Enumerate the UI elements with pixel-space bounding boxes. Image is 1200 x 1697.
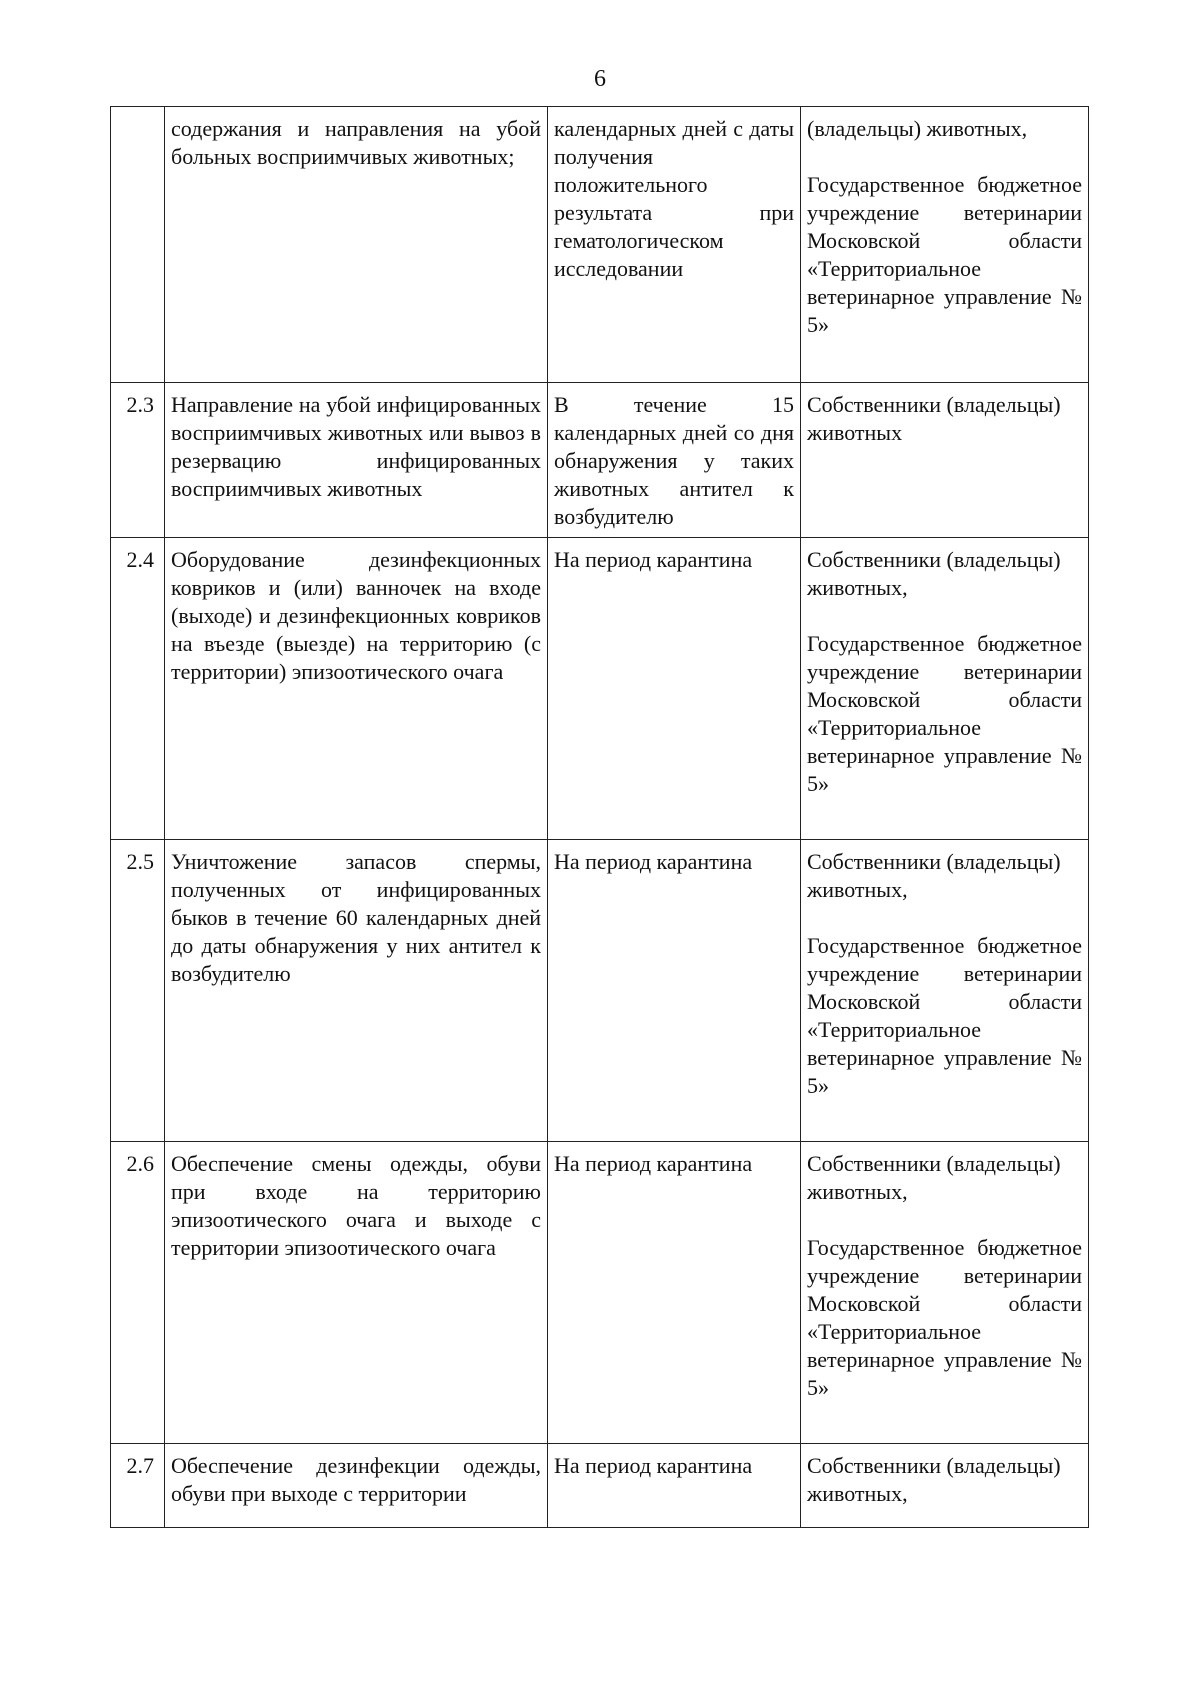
page-number: 6	[594, 66, 606, 92]
term-cell: На период карантина	[548, 840, 801, 1142]
responsible-cell	[801, 1444, 1089, 1528]
measures-table	[110, 106, 1089, 1528]
responsible-institution: Государственное бюджетное учреждение ветеринарии Московской области «Территориальное ветеринарное управление № 5»	[807, 933, 1082, 1098]
row-number: 2.6	[111, 1142, 165, 1444]
row-number: 2.3	[111, 383, 165, 538]
responsible-cell	[801, 538, 1089, 840]
measure-cell: Уничтожение запасов спермы, полученных от инфицированных быков в течение 60 календарных дней до даты обнаружения у них антител к возбудителю	[165, 840, 548, 1142]
row-number: 2.7	[111, 1444, 165, 1528]
responsible-institution: Государственное бюджетное учреждение ветеринарии Московской области «Территориальное ветеринарное управление № 5»	[807, 172, 1082, 337]
responsible-institution: Государственное бюджетное учреждение ветеринарии Московской области «Территориальное ветеринарное управление № 5»	[807, 631, 1082, 796]
responsible-institution: Государственное бюджетное учреждение ветеринарии Московской области «Территориальное ветеринарное управление № 5»	[807, 1235, 1082, 1400]
responsible-cell	[801, 1142, 1089, 1444]
row-number	[111, 107, 165, 383]
term-cell: В течение 15 календарных дней со дня обнаружения у таких животных антител к возбудителю	[548, 383, 801, 538]
term-cell: календарных дней с даты получения положительного результата при гематологическом исследовании	[548, 107, 801, 383]
responsible-cell	[801, 840, 1089, 1142]
table-row	[111, 538, 1089, 840]
responsible-owners: Собственники (владельцы) животных,	[807, 547, 1061, 600]
measure-cell: Обеспечение дезинфекции одежды, обуви при выходе с территории	[165, 1444, 548, 1528]
responsible-owners: (владельцы) животных,	[807, 116, 1028, 141]
measure-cell: Оборудование дезинфекционных ковриков и (или) ванночек на входе (выходе) и дезинфекционных ковриков на въезде (выезде) на территорию (с территории) эпизоотического очага	[165, 538, 548, 840]
measure-cell: содержания и направления на убой больных восприимчивых животных;	[165, 107, 548, 383]
table-row	[111, 1142, 1089, 1444]
responsible-owners: Собственники (владельцы) животных,	[807, 849, 1061, 902]
responsible-owners: Собственники (владельцы) животных	[807, 392, 1061, 445]
measure-cell: Обеспечение смены одежды, обуви при входе на территорию эпизоотического очага и выходе с территории эпизоотического очага	[165, 1142, 548, 1444]
row-number: 2.5	[111, 840, 165, 1142]
table-row	[111, 383, 1089, 538]
row-number: 2.4	[111, 538, 165, 840]
responsible-cell	[801, 383, 1089, 538]
responsible-owners: Собственники (владельцы) животных,	[807, 1151, 1061, 1204]
responsible-cell	[801, 107, 1089, 383]
term-cell: На период карантина	[548, 1142, 801, 1444]
term-cell: На период карантина	[548, 538, 801, 840]
table-row	[111, 107, 1089, 383]
table-row	[111, 840, 1089, 1142]
responsible-owners: Собственники (владельцы) животных,	[807, 1453, 1061, 1506]
term-cell: На период карантина	[548, 1444, 801, 1528]
table-row	[111, 1444, 1089, 1528]
measure-cell: Направление на убой инфицированных восприимчивых животных или вывоз в резервацию инфицированных восприимчивых животных	[165, 383, 548, 538]
